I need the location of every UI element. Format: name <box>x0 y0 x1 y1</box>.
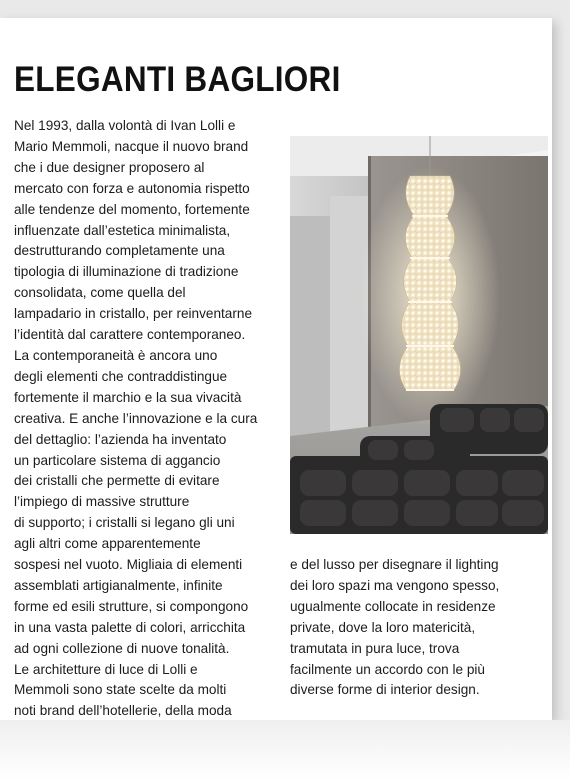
body-text-line: creativa. E anche l’innovazione e la cura <box>14 410 258 426</box>
body-text-line: l’identità dal carattere contemporaneo. <box>14 327 246 343</box>
body-text-line: lampadario in cristallo, per reinventarne <box>14 306 253 322</box>
body-text-line: Mario Memmoli, nacque il nuovo brand <box>14 138 249 154</box>
page-shadow-area <box>0 720 570 780</box>
body-text-line: alle tendenze del momento, fortemente <box>14 201 250 217</box>
article-body-left-column <box>14 116 257 722</box>
body-text-line: e del lusso per disegnare il lighting <box>290 557 499 572</box>
body-text-line: forme ed esili strutture, si compongono <box>14 598 249 614</box>
body-text-line: influenzate dall’estetica minimalista, <box>14 222 231 238</box>
body-text-line: mercato con forza e autonomia rispetto <box>14 180 250 196</box>
article-title: ELEGANTI BAGLIORI <box>14 60 341 99</box>
body-text-line: Nel 1993, dalla volontà di Ivan Lolli e <box>14 118 236 133</box>
body-text-line: che i due designer proposero al <box>14 159 205 175</box>
body-text-line: destrutturando completamente una <box>14 243 225 259</box>
body-text-line: fortemente il marchio e la sua vivacità <box>14 389 242 405</box>
body-text-line: private, dove la loro matericità, <box>290 619 476 635</box>
body-text-line: l’impiego di massive strutture <box>14 494 190 510</box>
body-text-line: del dettaglio: l’azienda ha inventato <box>14 431 227 447</box>
body-text-line: Memmoli sono state scelte da molti <box>14 682 227 698</box>
body-text-line: ad ogni collezione di nuove tonalità. <box>14 640 230 656</box>
crystal-chandelier-interior-image <box>290 136 548 534</box>
body-text-line: facilmente un accordo con le più <box>290 661 485 677</box>
body-text-line: diverse forme di interior design. <box>290 682 480 698</box>
body-text-line: ugualmente collocate in residenze <box>290 598 496 614</box>
body-text-line: noti brand dell’hotellerie, della moda <box>14 703 232 719</box>
body-text-line: sospesi nel vuoto. Migliaia di elementi <box>14 557 243 573</box>
article-body-right-column <box>290 555 499 701</box>
body-text-line: dei loro spazi ma vengono spesso, <box>290 577 500 593</box>
body-text-line: un particolare sistema di aggancio <box>14 452 221 468</box>
body-text-line: agli altri come apparentemente <box>14 536 201 552</box>
body-text-line: consolidata, come quella del <box>14 285 186 301</box>
body-text-line: dei cristalli che permette di evitare <box>14 473 220 489</box>
body-text-line: tipologia di illuminazione di tradizione <box>14 264 239 280</box>
body-text-line: degli elementi che contraddistingue <box>14 368 228 384</box>
body-text-line: in una vasta palette di colori, arricchita <box>14 619 246 635</box>
interior-photo <box>290 136 548 534</box>
body-text-line: di supporto; i cristalli si legano gli uni <box>14 515 235 531</box>
body-text-line: tramutata in pura luce, trova <box>290 640 460 656</box>
body-text-line: assemblati artigianalmente, infinite <box>14 577 223 593</box>
body-text-line: La contemporaneità è ancora uno <box>14 347 218 363</box>
body-text-line: Le architetture di luce di Lolli e <box>14 661 198 677</box>
